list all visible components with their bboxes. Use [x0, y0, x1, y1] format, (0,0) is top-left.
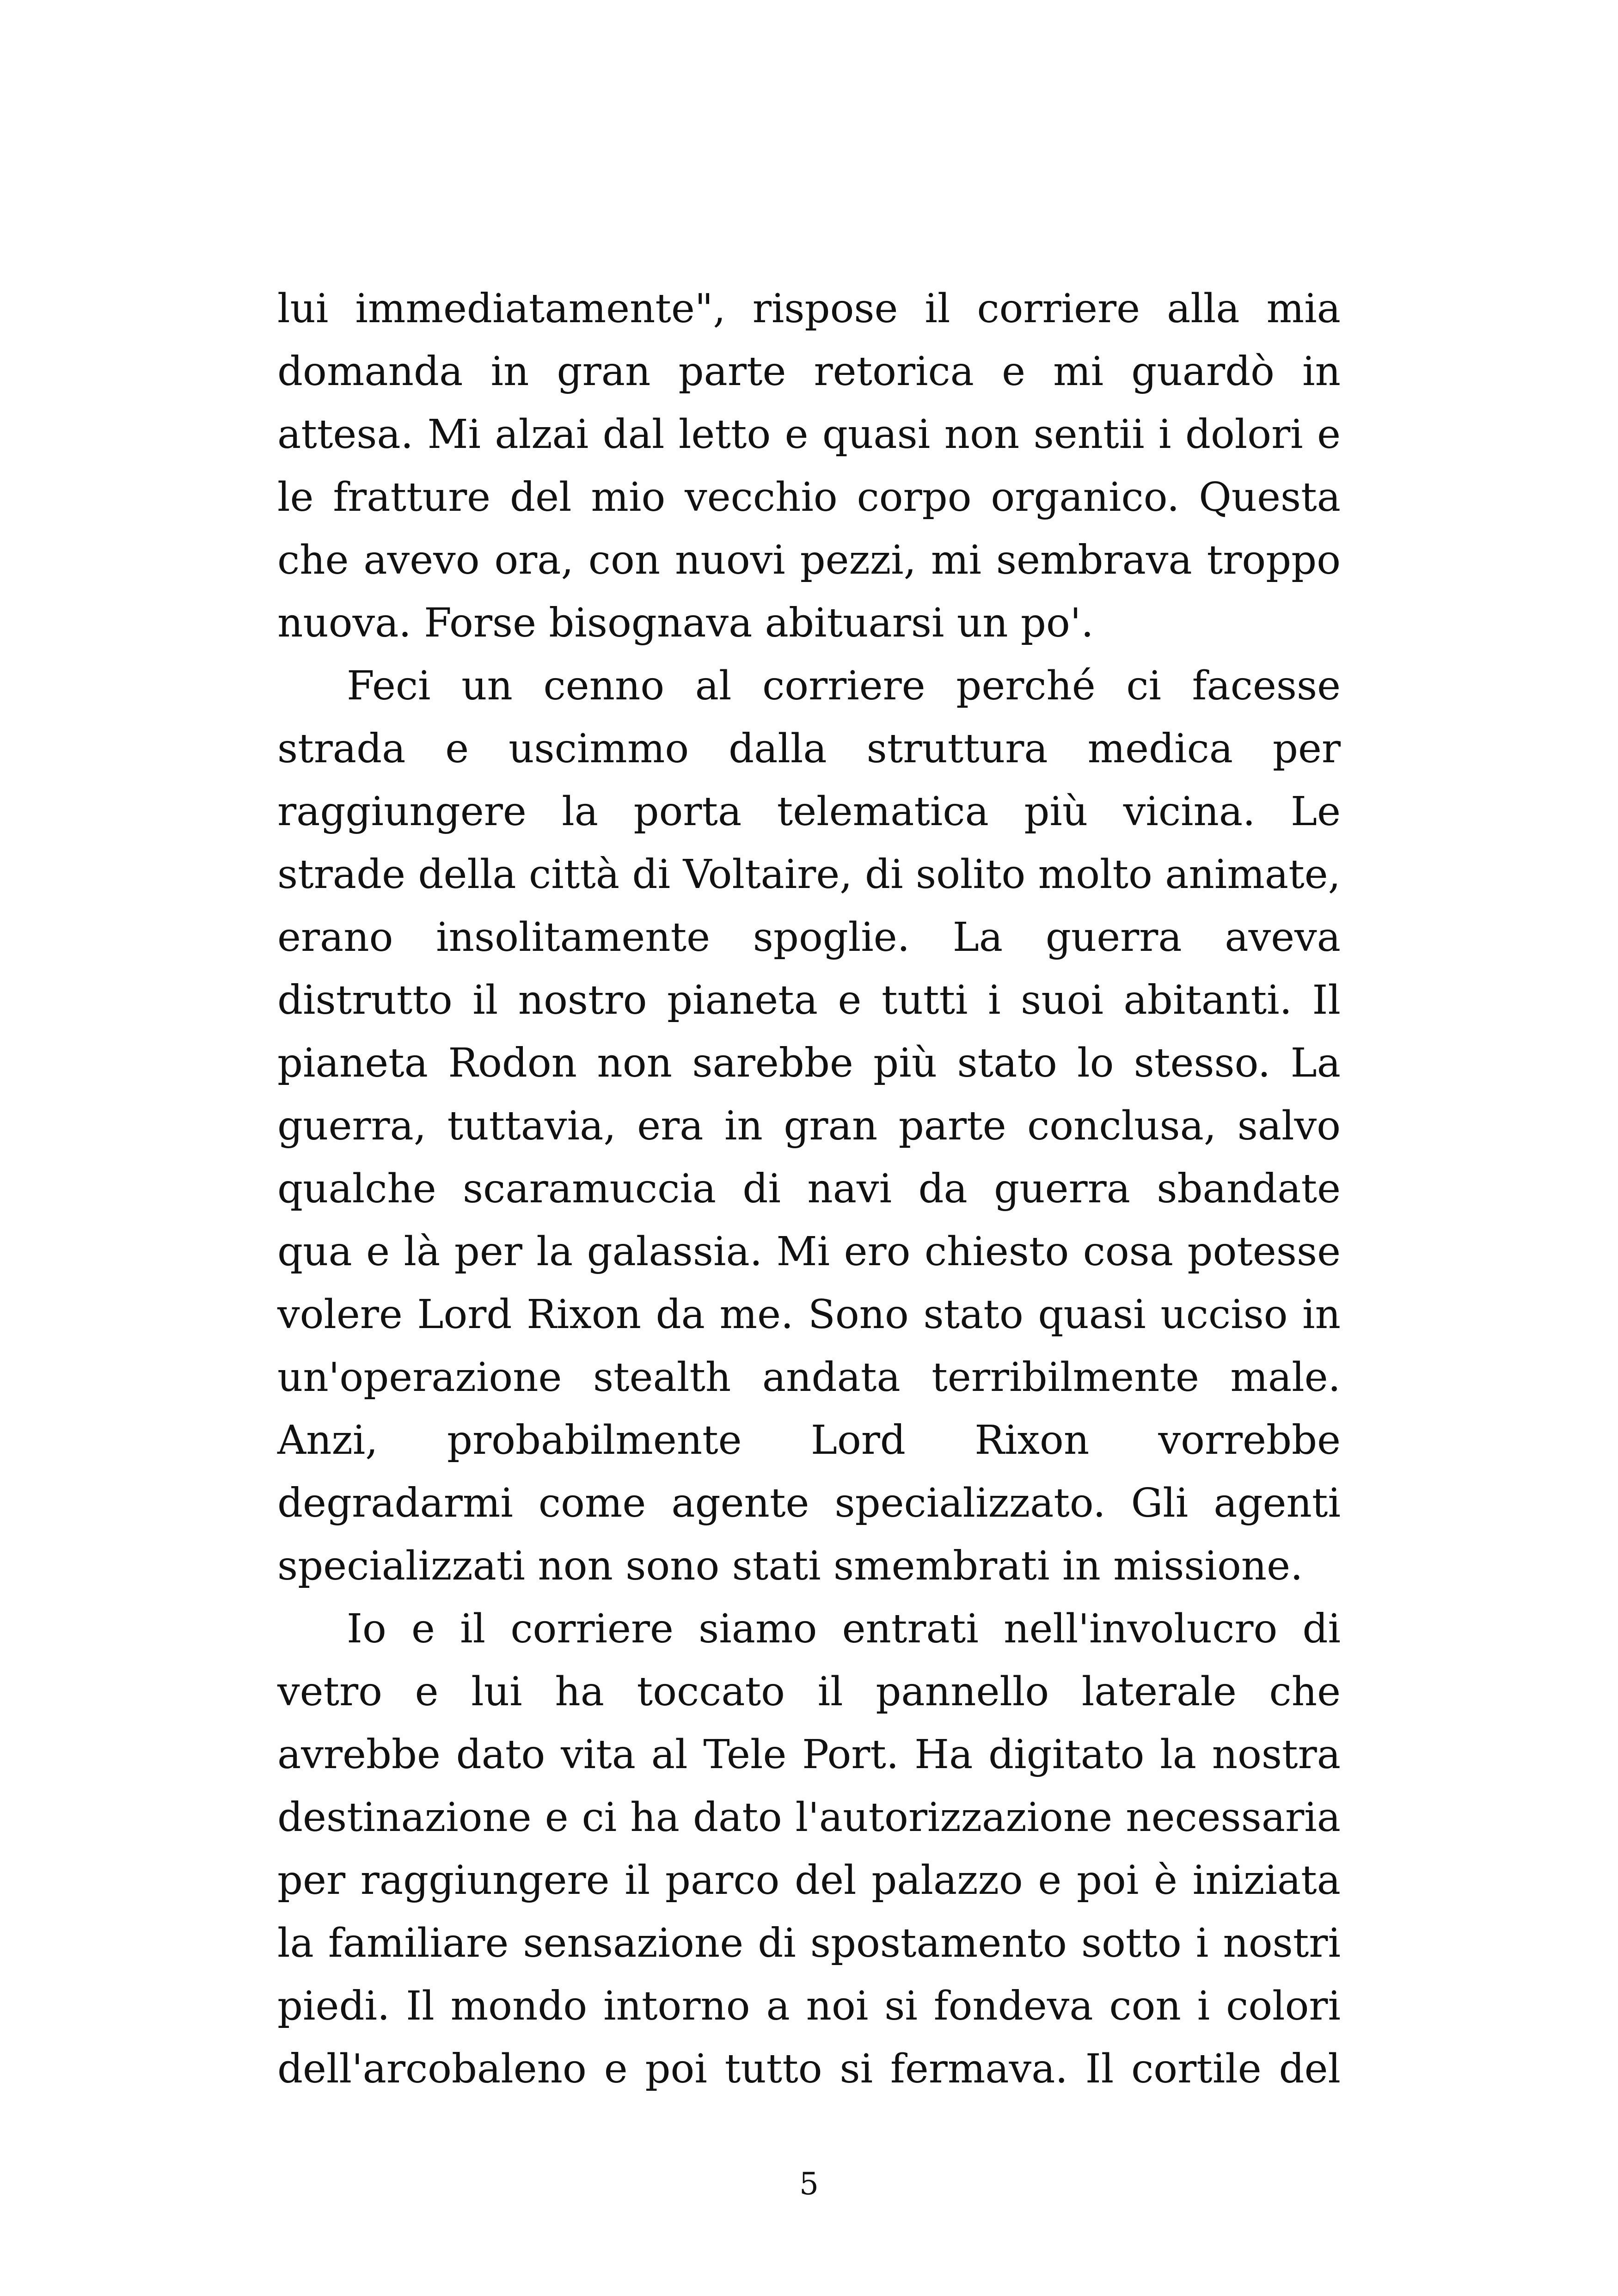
paragraph-3: Io e il corriere siamo entrati nell'involucro di vetro e lui ha toccato il pannello laterale che avrebbe dato vita al Tele Port. Ha digitato la nostra destinazione e ci ha dato l'autorizzazione necessaria per raggiungere il parco del palazzo e poi è iniziata la familiare sensazione di spostamento sotto i nostri piedi. Il mondo intorno a noi si fondeva con i colori dell'arcobaleno e poi tutto si fermava. Il cortile del: [277, 1606, 1341, 2092]
page-number: 5: [799, 2166, 819, 2202]
paragraph-2: Feci un cenno al corriere perché ci facesse strada e uscimmo dalla struttura medica per raggiungere la porta telematica più vicina. Le strade della città di Voltaire, di solito molto animate, erano insolitamente spoglie. La guerra aveva distrutto il nostro pianeta e tutti i suoi abitanti. Il pianeta Rodon non sarebbe più stato lo stesso. La guerra, tuttavia, era in gran parte conclusa, salvo qualche scaramuccia di navi da guerra sbandate qua e là per la galassia. Mi ero chiesto cosa potesse volere Lord Rixon da me. Sono stato quasi ucciso in un'operazione stealth andata terribilmente male. Anzi, probabilmente Lord Rixon vorrebbe degradarmi come agente specializzato. Gli agenti specializzati non sono stati smembrati in missione.: [277, 663, 1341, 1589]
body-text: [277, 277, 1341, 2100]
paragraph-1: lui immediatamente", rispose il corriere alla mia domanda in gran parte retorica e mi guardò in attesa. Mi alzai dal letto e quasi non sentii i dolori e le fratture del mio vecchio corpo organico. Questa che avevo ora, con nuovi pezzi, mi sembrava troppo nuova. Forse bisognava abituarsi un po'.: [277, 286, 1341, 646]
